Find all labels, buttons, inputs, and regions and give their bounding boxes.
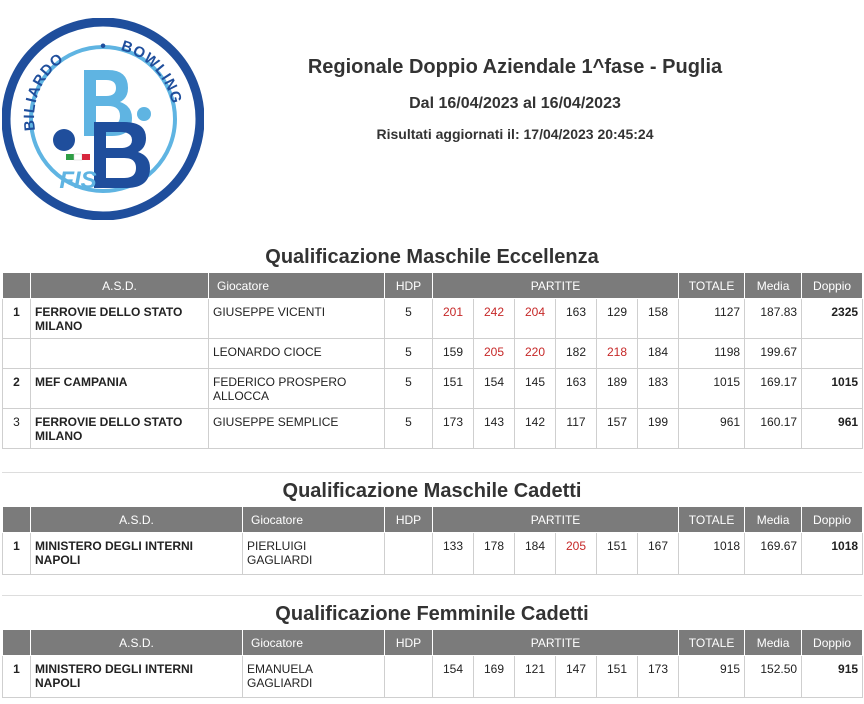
header-totale: TOTALE — [679, 273, 745, 299]
game-score-cell: 159 — [433, 339, 474, 369]
doubles-total-cell: 1015 — [802, 369, 863, 409]
game-score-cell: 151 — [433, 369, 474, 409]
player-cell — [209, 369, 385, 409]
game-score-cell: 147 — [556, 656, 597, 698]
game-score-cell: 204 — [515, 299, 556, 339]
header-hdp: HDP — [385, 507, 433, 533]
asd-cell — [31, 409, 209, 449]
position-cell: 1 — [3, 533, 31, 575]
text-line: MINISTERO DEGLI INTERNI — [35, 662, 194, 676]
text-line: GIUSEPPE VICENTI — [213, 305, 326, 319]
player-cell — [209, 299, 385, 339]
svg-text:FIS: FIS — [59, 167, 97, 194]
header-doppio: Doppio — [802, 507, 863, 533]
header-doppio: Doppio — [802, 273, 863, 299]
text-line: GAGLIARDI — [247, 553, 313, 567]
header-asd: A.S.D. — [31, 507, 243, 533]
game-score-cell: 167 — [638, 533, 679, 575]
game-score-cell: 129 — [597, 299, 638, 339]
game-score-cell: 184 — [515, 533, 556, 575]
doubles-total-cell: 961 — [802, 409, 863, 449]
svg-text:BOWLING: BOWLING — [119, 37, 186, 106]
svg-text:BILIARDO: BILIARDO — [20, 49, 68, 132]
table-row — [3, 339, 863, 369]
asd-cell — [31, 369, 209, 409]
text-line: GIUSEPPE SEMPLICE — [213, 415, 339, 429]
section-title: Qualificazione Maschile Eccellenza — [265, 246, 599, 268]
total-cell: 961 — [679, 409, 745, 449]
table-header-row — [3, 273, 863, 299]
text-line: FERROVIE DELLO STATO — [35, 415, 183, 429]
player-cell — [243, 533, 385, 575]
average-cell: 169.17 — [745, 369, 802, 409]
text-line: MILANO — [35, 319, 83, 333]
page-header — [0, 0, 864, 230]
total-cell: 915 — [679, 656, 745, 698]
player-cell — [209, 339, 385, 369]
game-score-cell: 173 — [433, 409, 474, 449]
table-header-row — [3, 507, 863, 533]
asd-cell — [31, 299, 209, 339]
game-score-cell: 218 — [597, 339, 638, 369]
game-score-cell: 169 — [474, 656, 515, 698]
game-score-cell: 143 — [474, 409, 515, 449]
text-line: GAGLIARDI — [247, 676, 313, 690]
table-row — [3, 533, 863, 575]
table-row — [3, 299, 863, 339]
doubles-total-cell: 2325 — [802, 299, 863, 339]
results-table — [2, 629, 863, 698]
text-line: EMANUELA — [247, 662, 314, 676]
header-pos — [3, 507, 31, 533]
text-line: NAPOLI — [35, 553, 81, 567]
average-cell: 169.67 — [745, 533, 802, 575]
game-score-cell: 183 — [638, 369, 679, 409]
text-line: LEONARDO CIOCE — [213, 345, 322, 359]
svg-text:•: • — [100, 38, 106, 55]
game-score-cell: 242 — [474, 299, 515, 339]
game-score-cell: 201 — [433, 299, 474, 339]
hdp-cell: 5 — [385, 369, 433, 409]
header-hdp: HDP — [385, 273, 433, 299]
game-score-cell: 121 — [515, 656, 556, 698]
header-partite: PARTITE — [433, 507, 679, 533]
header-media: Media — [745, 273, 802, 299]
text-line: FERROVIE DELLO STATO — [35, 305, 183, 319]
header-pos — [3, 273, 31, 299]
header-partite: PARTITE — [433, 273, 679, 299]
average-cell: 187.83 — [745, 299, 802, 339]
header-totale: TOTALE — [679, 630, 745, 656]
table-row — [3, 369, 863, 409]
asd-cell — [31, 339, 209, 369]
position-cell: 1 — [3, 299, 31, 339]
text-line: MILANO — [35, 429, 83, 443]
doubles-total-cell: 915 — [802, 656, 863, 698]
game-score-cell: 154 — [474, 369, 515, 409]
header-pos — [3, 630, 31, 656]
game-score-cell: 220 — [515, 339, 556, 369]
game-score-cell: 142 — [515, 409, 556, 449]
doubles-total-cell: 1018 — [802, 533, 863, 575]
doubles-total-cell — [802, 339, 863, 369]
game-score-cell: 184 — [638, 339, 679, 369]
game-score-cell: 145 — [515, 369, 556, 409]
text-line: MEF CAMPANIA — [35, 375, 128, 389]
total-cell: 1015 — [679, 369, 745, 409]
section-divider — [2, 472, 862, 473]
average-cell: 152.50 — [745, 656, 802, 698]
total-cell: 1198 — [679, 339, 745, 369]
updated-timestamp: Risultati aggiornati il: 17/04/2023 20:45:24 — [376, 126, 654, 142]
header-asd: A.S.D. — [31, 630, 243, 656]
position-cell: 1 — [3, 656, 31, 698]
total-cell: 1127 — [679, 299, 745, 339]
game-score-cell: 133 — [433, 533, 474, 575]
game-score-cell: 205 — [556, 533, 597, 575]
hdp-cell — [385, 533, 433, 575]
position-cell: 2 — [3, 369, 31, 409]
player-cell — [243, 656, 385, 698]
game-score-cell: 154 — [433, 656, 474, 698]
asd-cell — [31, 656, 243, 698]
section-title: Qualificazione Maschile Cadetti — [282, 480, 582, 502]
page-title: Regionale Doppio Aziendale 1^fase - Puglia — [307, 56, 723, 78]
fisbb-logo-icon — [2, 18, 204, 220]
game-score-cell: 163 — [556, 299, 597, 339]
header-media: Media — [745, 630, 802, 656]
game-score-cell: 199 — [638, 409, 679, 449]
table-header-row — [3, 630, 863, 656]
average-cell: 199.67 — [745, 339, 802, 369]
header-doppio: Doppio — [802, 630, 863, 656]
hdp-cell: 5 — [385, 339, 433, 369]
player-cell — [209, 409, 385, 449]
header-giocatore: Giocatore — [209, 273, 385, 299]
total-cell: 1018 — [679, 533, 745, 575]
text-line: FEDERICO PROSPERO — [213, 375, 347, 389]
results-table — [2, 506, 863, 575]
section-title: Qualificazione Femminile Cadetti — [275, 603, 589, 625]
game-score-cell: 151 — [597, 533, 638, 575]
results-table — [2, 272, 863, 449]
header-media: Media — [745, 507, 802, 533]
hdp-cell: 5 — [385, 299, 433, 339]
position-cell — [3, 339, 31, 369]
position-cell: 3 — [3, 409, 31, 449]
text-line: MINISTERO DEGLI INTERNI — [35, 539, 194, 553]
hdp-cell — [385, 656, 433, 698]
text-line: PIERLUIGI — [247, 539, 307, 553]
header-partite: PARTITE — [433, 630, 679, 656]
date-range: Dal 16/04/2023 al 16/04/2023 — [409, 95, 621, 112]
header-asd: A.S.D. — [31, 273, 209, 299]
header-hdp: HDP — [385, 630, 433, 656]
game-score-cell: 173 — [638, 656, 679, 698]
header-giocatore: Giocatore — [243, 630, 385, 656]
average-cell: 160.17 — [745, 409, 802, 449]
game-score-cell: 117 — [556, 409, 597, 449]
game-score-cell: 205 — [474, 339, 515, 369]
game-score-cell: 178 — [474, 533, 515, 575]
table-row — [3, 656, 863, 698]
header-giocatore: Giocatore — [243, 507, 385, 533]
header-totale: TOTALE — [679, 507, 745, 533]
table-row — [3, 409, 863, 449]
game-score-cell: 163 — [556, 369, 597, 409]
game-score-cell: 151 — [597, 656, 638, 698]
game-score-cell: 189 — [597, 369, 638, 409]
section-divider — [2, 595, 862, 596]
game-score-cell: 158 — [638, 299, 679, 339]
text-line: ALLOCCA — [213, 389, 270, 403]
text-line: NAPOLI — [35, 676, 81, 690]
game-score-cell: 157 — [597, 409, 638, 449]
game-score-cell: 182 — [556, 339, 597, 369]
asd-cell — [31, 533, 243, 575]
hdp-cell: 5 — [385, 409, 433, 449]
